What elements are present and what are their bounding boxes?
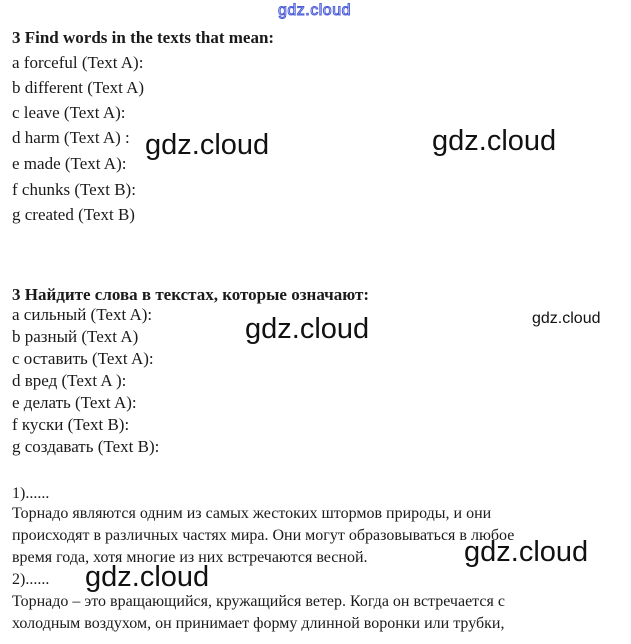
answer-label: 2)...... <box>12 571 50 588</box>
list-item: c оставить (Text A): <box>12 349 154 368</box>
list-item: b разный (Text A) <box>12 327 139 346</box>
list-item: d harm (Text A) : <box>12 128 130 147</box>
list-item: e made (Text A): <box>12 154 127 173</box>
answer-line: холодным воздухом, он принимает форму длинной воронки или трубки, <box>12 615 505 632</box>
watermark-top: gdz.cloud <box>278 2 351 19</box>
list-item: b different (Text A) <box>12 78 145 97</box>
answer-line: Торнадо – это вращающийся, кружащийся ветер. Когда он встречается с <box>12 593 505 610</box>
list-item: f куски (Text B): <box>12 415 130 434</box>
answer-label: 1)...... <box>12 485 50 502</box>
answer-line: Торнадо являются одним из самых жестоких штормов природы, и они <box>12 505 492 522</box>
watermark: gdz.cloud <box>464 536 589 568</box>
watermark: gdz.cloud <box>145 129 270 161</box>
list-item: d вред (Text A ): <box>12 371 127 390</box>
watermark: gdz.cloud <box>432 125 557 157</box>
list-item: a forceful (Text A): <box>12 53 144 72</box>
exercise-heading-russian: 3 Найдите слова в текстах, которые означают: <box>12 285 370 304</box>
answer-line: происходят в различных частях мира. Они могут образовываться в любое <box>12 527 515 544</box>
list-item: f chunks (Text B): <box>12 180 136 199</box>
list-item: g создавать (Text B): <box>12 437 160 456</box>
watermark: gdz.cloud <box>85 561 210 593</box>
exercise-heading-english: 3 Find words in the texts that mean: <box>12 28 275 47</box>
watermark: gdz.cloud <box>532 310 601 327</box>
list-item: c leave (Text A): <box>12 103 126 122</box>
watermark: gdz.cloud <box>245 313 370 345</box>
list-item: a сильный (Text A): <box>12 305 153 324</box>
list-item: g created (Text B) <box>12 205 135 224</box>
list-item: e делать (Text A): <box>12 393 137 412</box>
answer-line: время года, хотя многие из них встречаются весной. <box>12 549 368 566</box>
